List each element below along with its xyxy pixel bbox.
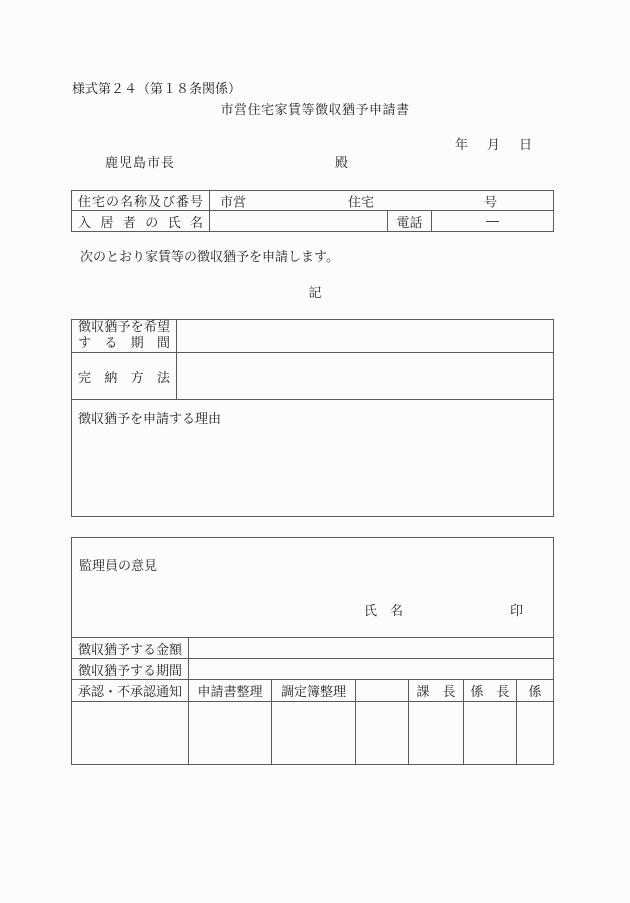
request-table bbox=[71, 319, 554, 517]
date-line bbox=[455, 134, 532, 153]
approval-notice-label: 承認・不承認通知 bbox=[78, 685, 183, 700]
section-chief-stamp-cell bbox=[409, 702, 464, 764]
deferred-period-label: 徴収猶予する期間 bbox=[78, 663, 183, 679]
deferment-period-label-cell bbox=[72, 320, 177, 353]
payment-method-label-cell bbox=[72, 353, 177, 400]
subsection-chief-label: 係 長 bbox=[470, 685, 510, 700]
housing-mid-label: 住宅 bbox=[348, 195, 375, 210]
deferment-period-label-line1: 徴収猶予を希望 bbox=[78, 320, 170, 335]
deferment-reason-cell bbox=[72, 400, 553, 516]
housing-name-label: 住宅の名称及び番号 bbox=[78, 195, 203, 210]
applicant-table bbox=[71, 190, 554, 232]
document-title: 市営住宅家賃等徴収猶予申請書 bbox=[220, 103, 410, 118]
addressee-name: 鹿児島市長 bbox=[105, 156, 176, 171]
approval-notice-entry-cell bbox=[72, 702, 189, 764]
deferred-period-label-cell bbox=[72, 659, 189, 680]
office-use-table bbox=[71, 537, 554, 765]
application-doc-label: 申請書整理 bbox=[197, 685, 263, 700]
supervisor-opinion-label: 監理員の意見 bbox=[79, 559, 158, 574]
payment-method-label: 完納方法 bbox=[78, 370, 170, 386]
deferred-amount-label-cell bbox=[72, 638, 189, 659]
approval-notice-header-cell bbox=[72, 680, 189, 702]
payment-method-value-cell bbox=[177, 353, 553, 400]
section-chief-label: 課 長 bbox=[416, 685, 456, 700]
seal-label: 印 bbox=[510, 604, 524, 619]
section-chief-header-cell bbox=[409, 680, 464, 702]
staff-header-cell bbox=[517, 680, 553, 702]
deferred-period-value-cell bbox=[189, 659, 553, 680]
deferment-period-value-cell bbox=[177, 320, 553, 353]
application-doc-header-cell bbox=[189, 680, 272, 702]
intro-sentence: 次のとおり家賃等の徴収猶予を申請します。 bbox=[80, 250, 339, 265]
deferment-period-label-line2: する期間 bbox=[78, 336, 170, 351]
deferred-amount-value-cell bbox=[189, 638, 553, 659]
form-number: 様式第２４（第１８条関係） bbox=[72, 82, 242, 97]
housing-prefix-label: 市営 bbox=[220, 195, 247, 210]
phone-value-cell bbox=[432, 211, 553, 231]
phone-label-cell bbox=[388, 211, 432, 231]
phone-label: 電話 bbox=[396, 215, 423, 231]
subsection-chief-header-cell bbox=[464, 680, 517, 702]
assessment-ledger-label: 調定簿整理 bbox=[280, 685, 346, 700]
housing-name-value-cell bbox=[210, 191, 553, 211]
staff-stamp-cell bbox=[517, 702, 553, 764]
deferment-reason-label: 徴収猶予を申請する理由 bbox=[78, 412, 222, 427]
deferred-amount-label: 徴収猶予する金額 bbox=[78, 642, 183, 658]
date-day-label: 日 bbox=[519, 138, 533, 153]
assessment-ledger-entry-cell bbox=[272, 702, 356, 764]
resident-name-label-cell bbox=[72, 211, 210, 231]
supervisor-opinion-cell bbox=[72, 538, 553, 638]
blank-header-cell bbox=[356, 680, 409, 702]
blank-entry-cell bbox=[356, 702, 409, 764]
housing-name-label-cell bbox=[72, 191, 210, 211]
phone-placeholder-dash: ― bbox=[486, 213, 499, 229]
date-year-label: 年 bbox=[455, 138, 469, 153]
staff-label: 係 bbox=[528, 685, 542, 700]
supervisor-name-label: 氏 名 bbox=[364, 604, 404, 619]
assessment-ledger-header-cell bbox=[272, 680, 356, 702]
record-heading: 記 bbox=[308, 286, 322, 301]
housing-number-suffix-label: 号 bbox=[484, 195, 498, 210]
resident-name-label: 入居者の氏名 bbox=[78, 215, 203, 231]
resident-name-value-cell bbox=[210, 211, 388, 231]
subsection-chief-stamp-cell bbox=[464, 702, 517, 764]
application-doc-entry-cell bbox=[189, 702, 272, 764]
date-month-label: 月 bbox=[487, 138, 501, 153]
addressee-honorific: 殿 bbox=[335, 156, 349, 171]
